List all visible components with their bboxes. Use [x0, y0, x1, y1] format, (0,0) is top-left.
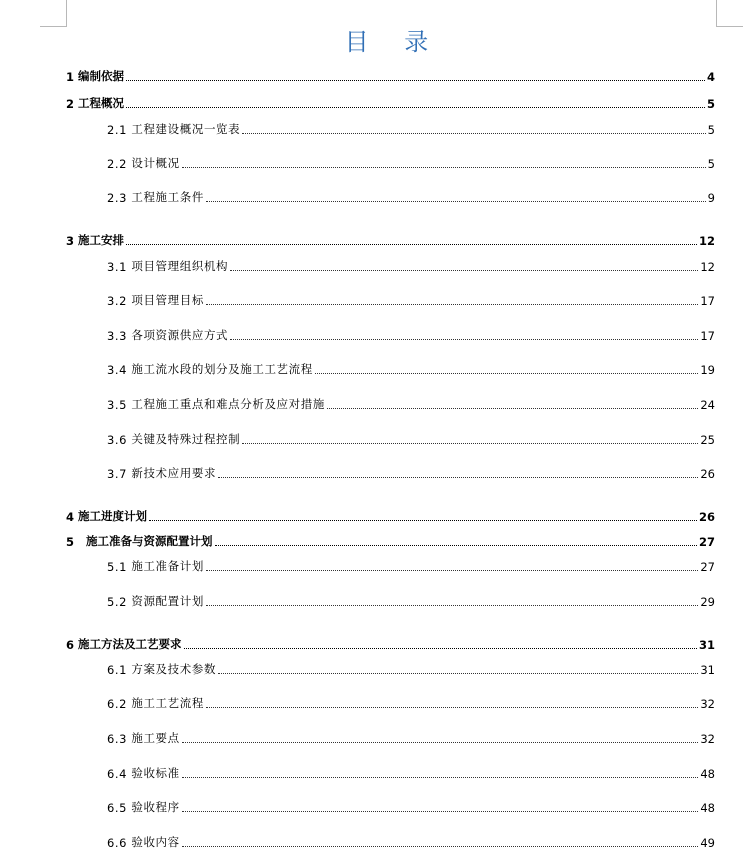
toc-entry-number: 6.3 — [107, 732, 132, 746]
toc-dot-leader — [126, 80, 705, 81]
toc-entry[interactable] — [107, 730, 715, 746]
toc-entry-title: 施工要点 — [131, 731, 180, 745]
toc-entry-number: 4 — [66, 510, 79, 524]
toc-entry-page-number: 32 — [700, 732, 715, 746]
toc-entry-page-number: 9 — [707, 191, 715, 205]
toc-entry-page-number: 4 — [706, 70, 715, 84]
toc-entry-page-number: 26 — [700, 467, 715, 481]
toc-dot-leader — [126, 244, 697, 245]
toc-entry-number: 2 — [66, 97, 79, 111]
toc-entry[interactable] — [107, 661, 715, 677]
toc-dot-leader — [242, 443, 698, 444]
toc-dot-leader — [182, 811, 699, 812]
toc-entry-title: 施工准备与资源配置计划 — [86, 534, 213, 548]
toc-dot-leader — [182, 846, 699, 847]
toc-entry[interactable] — [107, 155, 715, 171]
toc-entry[interactable] — [107, 558, 715, 574]
toc-entry-title: 项目管理组织机构 — [131, 259, 229, 273]
toc-dot-leader — [206, 605, 698, 606]
toc-entry-page-number: 31 — [700, 663, 715, 677]
toc-entry[interactable] — [66, 95, 715, 111]
toc-dot-leader — [218, 477, 698, 478]
toc-dot-leader — [242, 133, 705, 134]
toc-entry-page-number: 48 — [700, 767, 715, 781]
toc-entry[interactable] — [107, 396, 715, 412]
toc-entry-number: 6.4 — [107, 767, 132, 781]
toc-entry-page-number: 24 — [700, 398, 715, 412]
toc-entry-page-number: 31 — [698, 638, 715, 652]
toc-entry[interactable] — [107, 327, 715, 343]
toc-entry-number: 3.2 — [107, 294, 132, 308]
toc-entry[interactable] — [66, 508, 715, 524]
toc-entry-page-number: 49 — [700, 836, 715, 850]
toc-entry-page-number: 29 — [700, 595, 715, 609]
toc-entry-page-number: 32 — [700, 697, 715, 711]
toc-entry[interactable] — [107, 121, 715, 137]
toc-entry[interactable] — [107, 834, 715, 850]
toc-dot-leader — [206, 707, 698, 708]
toc-entry-title: 项目管理目标 — [131, 293, 204, 307]
toc-entry-page-number: 17 — [700, 294, 715, 308]
toc-dot-leader — [230, 270, 698, 271]
toc-entry[interactable] — [107, 765, 715, 781]
toc-dot-leader — [206, 201, 706, 202]
toc-entry-title: 验收标准 — [131, 766, 180, 780]
toc-entry-title: 工程施工重点和难点分析及应对措施 — [131, 397, 325, 411]
toc-entry-number: 3.3 — [107, 329, 132, 343]
toc-entry-title: 工程建设概况一览表 — [131, 122, 241, 136]
toc-entry-title: 新技术应用要求 — [131, 466, 217, 480]
toc-entry-number: 2.2 — [107, 157, 132, 171]
toc-entry-number: 6.1 — [107, 663, 132, 677]
toc-entry[interactable] — [107, 695, 715, 711]
toc-entry-number: 2.1 — [107, 123, 132, 137]
toc-entry-number: 6.2 — [107, 697, 132, 711]
toc-entry-page-number: 48 — [700, 801, 715, 815]
toc-entry-page-number: 27 — [698, 535, 715, 549]
toc-dot-leader — [182, 742, 699, 743]
toc-entry-title: 施工流水段的划分及施工工艺流程 — [131, 362, 313, 376]
toc-dot-leader — [206, 570, 698, 571]
toc-dot-leader — [184, 648, 697, 649]
toc-entry-page-number: 5 — [707, 157, 715, 171]
toc-entry-number: 6.6 — [107, 836, 132, 850]
toc-entry-title: 工程概况 — [78, 96, 125, 110]
toc-entry-number: 3.5 — [107, 398, 132, 412]
toc-entry[interactable] — [107, 258, 715, 274]
toc-entry-page-number: 27 — [700, 560, 715, 574]
toc-entry-page-number: 12 — [700, 260, 715, 274]
toc-entry-number: 3.6 — [107, 433, 132, 447]
toc-entry-number: 6.5 — [107, 801, 132, 815]
toc-entry-page-number: 17 — [700, 329, 715, 343]
toc-dot-leader — [327, 408, 698, 409]
toc-dot-leader — [149, 520, 697, 521]
toc-entry[interactable] — [107, 361, 715, 377]
toc-entry-number: 2.3 — [107, 191, 132, 205]
toc-dot-leader — [218, 673, 698, 674]
toc-title: 目 录 — [344, 28, 443, 56]
toc-entry-title: 施工准备计划 — [131, 559, 204, 573]
toc-dot-leader — [206, 304, 698, 305]
toc-entry-title: 施工进度计划 — [78, 509, 148, 523]
toc-entry-title: 施工工艺流程 — [131, 696, 204, 710]
toc-entry-page-number: 25 — [700, 433, 715, 447]
toc-entry-number: 5.2 — [107, 595, 132, 609]
toc-entry-title: 方案及技术参数 — [131, 662, 217, 676]
toc-entry-page-number: 5 — [707, 123, 715, 137]
toc-entry-title: 验收程序 — [131, 800, 180, 814]
toc-entry[interactable] — [107, 465, 715, 481]
toc-entry[interactable] — [107, 799, 715, 815]
toc-dot-leader — [182, 167, 706, 168]
toc-entry-title: 设计概况 — [131, 156, 180, 170]
toc-entry-number: 5.1 — [107, 560, 132, 574]
toc-entry[interactable] — [107, 292, 715, 308]
toc-entry-page-number: 5 — [706, 97, 715, 111]
toc-entry-number: 3.4 — [107, 363, 132, 377]
toc-entry-title: 施工安排 — [78, 233, 125, 247]
toc-entry-title: 资源配置计划 — [131, 594, 204, 608]
toc-entry-number: 5 — [66, 535, 87, 549]
toc-entry[interactable] — [107, 431, 715, 447]
toc-entry-number: 3.7 — [107, 467, 132, 481]
toc-entry-page-number: 19 — [700, 363, 715, 377]
toc-dot-leader — [182, 777, 699, 778]
toc-dot-leader — [126, 107, 705, 108]
toc-dot-leader — [315, 373, 699, 374]
toc-entry-title: 验收内容 — [131, 835, 180, 849]
toc-entry[interactable] — [107, 189, 715, 205]
toc-dot-leader — [215, 545, 697, 546]
toc-entry-number: 6 — [66, 638, 79, 652]
toc-entry[interactable] — [107, 593, 715, 609]
toc-entry[interactable] — [66, 68, 715, 84]
toc-entry-title: 工程施工条件 — [131, 190, 204, 204]
toc-entry-page-number: 26 — [698, 510, 715, 524]
toc-entry-number: 1 — [66, 70, 79, 84]
toc-entry-title: 关键及特殊过程控制 — [131, 432, 241, 446]
toc-entry-title: 各项资源供应方式 — [131, 328, 229, 342]
toc-entry-number: 3 — [66, 234, 79, 248]
toc-entry-page-number: 12 — [698, 234, 715, 248]
toc-entry-title: 施工方法及工艺要求 — [78, 637, 182, 651]
toc-entry-number: 3.1 — [107, 260, 132, 274]
toc-entry[interactable] — [66, 232, 715, 248]
toc-entry[interactable] — [66, 533, 715, 549]
toc-dot-leader — [230, 339, 698, 340]
toc-entry-title: 编制依据 — [78, 69, 125, 83]
toc-entry[interactable] — [66, 636, 715, 652]
